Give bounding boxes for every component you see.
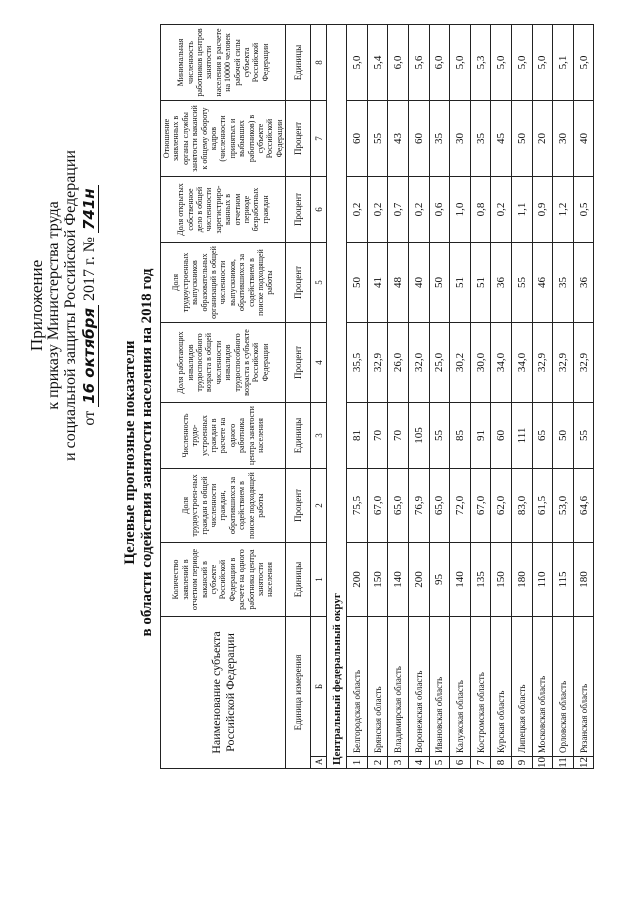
unit-col-7: Процент <box>286 101 311 177</box>
header-col-2: Доля трудоустроен-ных граждан в общей численности граждан, обратившихся за содействием в поиске подходящей работы <box>161 469 286 543</box>
value-col-5: 46 <box>532 243 553 323</box>
value-col-8: 6,0 <box>388 25 409 101</box>
indicators-table <box>160 24 594 769</box>
region-name: Костромская область <box>470 617 491 757</box>
row-number: 2 <box>367 757 388 769</box>
row-number: 11 <box>553 757 574 769</box>
value-col-6: 0,2 <box>491 177 512 243</box>
row-number: 12 <box>573 757 594 769</box>
value-col-7: 50 <box>512 101 533 177</box>
value-col-1: 150 <box>367 543 388 617</box>
value-col-2: 75,5 <box>347 469 368 543</box>
index-4: 4 <box>311 323 327 403</box>
table-row <box>429 25 450 769</box>
value-col-2: 65,0 <box>388 469 409 543</box>
value-col-6: 0,5 <box>573 177 594 243</box>
units-label: Единица измерения <box>286 617 311 769</box>
value-col-6: 0,2 <box>347 177 368 243</box>
region-name: Липецкая область <box>512 617 533 757</box>
row-number: 8 <box>491 757 512 769</box>
table-row <box>553 25 574 769</box>
value-col-8: 5,0 <box>347 25 368 101</box>
value-col-7: 55 <box>367 101 388 177</box>
value-col-6: 1,0 <box>450 177 471 243</box>
value-col-3: 105 <box>409 403 430 469</box>
unit-col-3: Единицы <box>286 403 311 469</box>
table-row <box>450 25 471 769</box>
value-col-5: 36 <box>491 243 512 323</box>
value-col-1: 200 <box>409 543 430 617</box>
value-col-2: 72,0 <box>450 469 471 543</box>
value-col-2: 62,0 <box>491 469 512 543</box>
header-region: Наименование субъекта Российской Федерации <box>161 617 286 769</box>
index-3: 3 <box>311 403 327 469</box>
value-col-1: 200 <box>347 543 368 617</box>
value-col-3: 65 <box>532 403 553 469</box>
row-number: 7 <box>470 757 491 769</box>
value-col-6: 0,9 <box>532 177 553 243</box>
value-col-1: 140 <box>450 543 471 617</box>
table-row <box>388 25 409 769</box>
row-number: 10 <box>532 757 553 769</box>
value-col-3: 91 <box>470 403 491 469</box>
table-row <box>512 25 533 769</box>
value-col-5: 51 <box>450 243 471 323</box>
value-col-4: 35,5 <box>347 323 368 403</box>
value-col-4: 30,2 <box>450 323 471 403</box>
value-col-1: 115 <box>553 543 574 617</box>
value-col-8: 5,0 <box>491 25 512 101</box>
table-row <box>367 25 388 769</box>
value-col-2: 67,0 <box>470 469 491 543</box>
units-row <box>286 25 311 769</box>
region-name: Московская область <box>532 617 553 757</box>
value-col-1: 140 <box>388 543 409 617</box>
unit-col-5: Процент <box>286 243 311 323</box>
row-number: 4 <box>409 757 430 769</box>
region-name: Калужская область <box>450 617 471 757</box>
date-prefix: от <box>81 410 98 426</box>
value-col-3: 50 <box>553 403 574 469</box>
value-col-3: 55 <box>429 403 450 469</box>
value-col-4: 34,0 <box>512 323 533 403</box>
value-col-2: 76,9 <box>409 469 430 543</box>
table-row <box>347 25 368 769</box>
title-line-1: Целевые прогнозные показатели <box>122 340 138 565</box>
region-name: Ивановская область <box>429 617 450 757</box>
value-col-6: 0,6 <box>429 177 450 243</box>
value-col-3: 55 <box>573 403 594 469</box>
region-name: Владимирская область <box>388 617 409 757</box>
index-b: Б <box>311 617 327 757</box>
value-col-1: 180 <box>573 543 594 617</box>
year-text: 2017 г. № <box>81 237 98 302</box>
value-col-7: 35 <box>470 101 491 177</box>
value-col-6: 0,2 <box>409 177 430 243</box>
value-col-3: 70 <box>388 403 409 469</box>
column-index-row <box>311 25 327 769</box>
value-col-8: 5,0 <box>532 25 553 101</box>
value-col-4: 32,9 <box>573 323 594 403</box>
value-col-7: 35 <box>429 101 450 177</box>
value-col-5: 36 <box>573 243 594 323</box>
value-col-4: 25,0 <box>429 323 450 403</box>
value-col-8: 5,6 <box>409 25 430 101</box>
region-name: Воронежская область <box>409 617 430 757</box>
value-col-1: 110 <box>532 543 553 617</box>
table-body <box>347 25 594 769</box>
value-col-7: 60 <box>409 101 430 177</box>
appendix-date-line <box>81 150 98 461</box>
value-col-7: 60 <box>347 101 368 177</box>
region-name: Рязанская область <box>573 617 594 757</box>
appendix-block <box>28 150 98 461</box>
row-number: 3 <box>388 757 409 769</box>
value-col-8: 5,0 <box>450 25 471 101</box>
region-name: Брянская область <box>367 617 388 757</box>
unit-col-6: Процент <box>286 177 311 243</box>
unit-col-1: Единицы <box>286 543 311 617</box>
header-col-1: Количество заявлений в отчетном периоде вакансий в субъекте Российской Федерации в расчете на одного работника центра занятости населения <box>161 543 286 617</box>
value-col-4: 32,9 <box>553 323 574 403</box>
value-col-5: 51 <box>470 243 491 323</box>
value-col-7: 30 <box>553 101 574 177</box>
header-col-8: Минимальная численность работников центров занятости населения в расчете на 10000 человек рабочей силы субъекта Российской Федерации <box>161 25 286 101</box>
value-col-8: 6,0 <box>429 25 450 101</box>
value-col-2: 53,0 <box>553 469 574 543</box>
district-row <box>327 25 347 769</box>
value-col-5: 41 <box>367 243 388 323</box>
value-col-5: 48 <box>388 243 409 323</box>
value-col-7: 45 <box>491 101 512 177</box>
appendix-order-line: к приказу Министерства труда <box>45 201 62 410</box>
header-col-7: Отношение заявленных в органы службы занятости вакансий к общему обороту кадров (численности принятых и выбывших работников) в субъекте Российской Федерации <box>161 101 286 177</box>
value-col-1: 95 <box>429 543 450 617</box>
value-col-6: 0,8 <box>470 177 491 243</box>
row-number: 6 <box>450 757 471 769</box>
value-col-4: 26,0 <box>388 323 409 403</box>
region-name: Курская область <box>491 617 512 757</box>
region-name: Белгородская область <box>347 617 368 757</box>
index-7: 7 <box>311 101 327 177</box>
row-number: 5 <box>429 757 450 769</box>
value-col-6: 0,2 <box>367 177 388 243</box>
table-row <box>573 25 594 769</box>
value-col-4: 30,0 <box>470 323 491 403</box>
unit-col-4: Процент <box>286 323 311 403</box>
value-col-6: 1,2 <box>553 177 574 243</box>
value-col-7: 40 <box>573 101 594 177</box>
table-row <box>532 25 553 769</box>
value-col-4: 32,9 <box>532 323 553 403</box>
value-col-3: 60 <box>491 403 512 469</box>
region-name: Орловская область <box>553 617 574 757</box>
value-col-1: 180 <box>512 543 533 617</box>
value-col-7: 30 <box>450 101 471 177</box>
value-col-4: 32,9 <box>367 323 388 403</box>
value-col-6: 1,1 <box>512 177 533 243</box>
value-col-2: 83,0 <box>512 469 533 543</box>
district-name: Центральный федеральный округ <box>327 25 347 769</box>
value-col-3: 81 <box>347 403 368 469</box>
header-col-3: Численность трудо-устроенных граждан в расчете на одного работника центра занятости населения <box>161 403 286 469</box>
value-col-3: 85 <box>450 403 471 469</box>
table-row <box>491 25 512 769</box>
header-col-6: Доля открытых собственное дело в общей численности зарегистриро-ванных в отчетном периоде безработных граждан <box>161 177 286 243</box>
index-1: 1 <box>311 543 327 617</box>
document-title <box>122 0 156 905</box>
value-col-5: 50 <box>347 243 368 323</box>
index-5: 5 <box>311 243 327 323</box>
index-a: А <box>311 757 327 769</box>
value-col-3: 70 <box>367 403 388 469</box>
value-col-6: 0,7 <box>388 177 409 243</box>
value-col-2: 67,0 <box>367 469 388 543</box>
title-line-2: в области содействия занятости населения на 2018 год <box>139 268 155 637</box>
value-col-8: 5,0 <box>573 25 594 101</box>
table-row <box>409 25 430 769</box>
value-col-1: 135 <box>470 543 491 617</box>
value-col-7: 20 <box>532 101 553 177</box>
value-col-4: 34,0 <box>491 323 512 403</box>
header-row <box>161 25 286 769</box>
value-col-2: 65,0 <box>429 469 450 543</box>
appendix-ministry-line: и социальной защиты Российской Федерации <box>62 150 79 461</box>
value-col-8: 5,0 <box>512 25 533 101</box>
value-col-8: 5,1 <box>553 25 574 101</box>
handwritten-number: 741н <box>80 185 99 233</box>
value-col-4: 32,0 <box>409 323 430 403</box>
unit-col-8: Единицы <box>286 25 311 101</box>
row-number: 9 <box>512 757 533 769</box>
value-col-8: 5,4 <box>367 25 388 101</box>
value-col-8: 5,3 <box>470 25 491 101</box>
table-row <box>470 25 491 769</box>
value-col-2: 61,5 <box>532 469 553 543</box>
value-col-7: 43 <box>388 101 409 177</box>
value-col-5: 40 <box>409 243 430 323</box>
value-col-5: 35 <box>553 243 574 323</box>
index-6: 6 <box>311 177 327 243</box>
unit-col-2: Процент <box>286 469 311 543</box>
appendix-title: Приложение <box>27 259 46 352</box>
index-2: 2 <box>311 469 327 543</box>
value-col-5: 50 <box>429 243 450 323</box>
value-col-2: 64,6 <box>573 469 594 543</box>
header-col-4: Доля работающих инвалидов трудоспособного возраста в общей численности инвалидов трудоспособного возраста в субъекте Российской Федерации <box>161 323 286 403</box>
handwritten-date: 16 октября <box>80 305 99 407</box>
index-8: 8 <box>311 25 327 101</box>
header-col-5: Доля трудоустроенных выпускников образовательных организаций в общей численности выпускников, обратившихся за содействием в поиске подходящей работы <box>161 243 286 323</box>
value-col-5: 55 <box>512 243 533 323</box>
value-col-3: 111 <box>512 403 533 469</box>
value-col-1: 150 <box>491 543 512 617</box>
row-number: 1 <box>347 757 368 769</box>
